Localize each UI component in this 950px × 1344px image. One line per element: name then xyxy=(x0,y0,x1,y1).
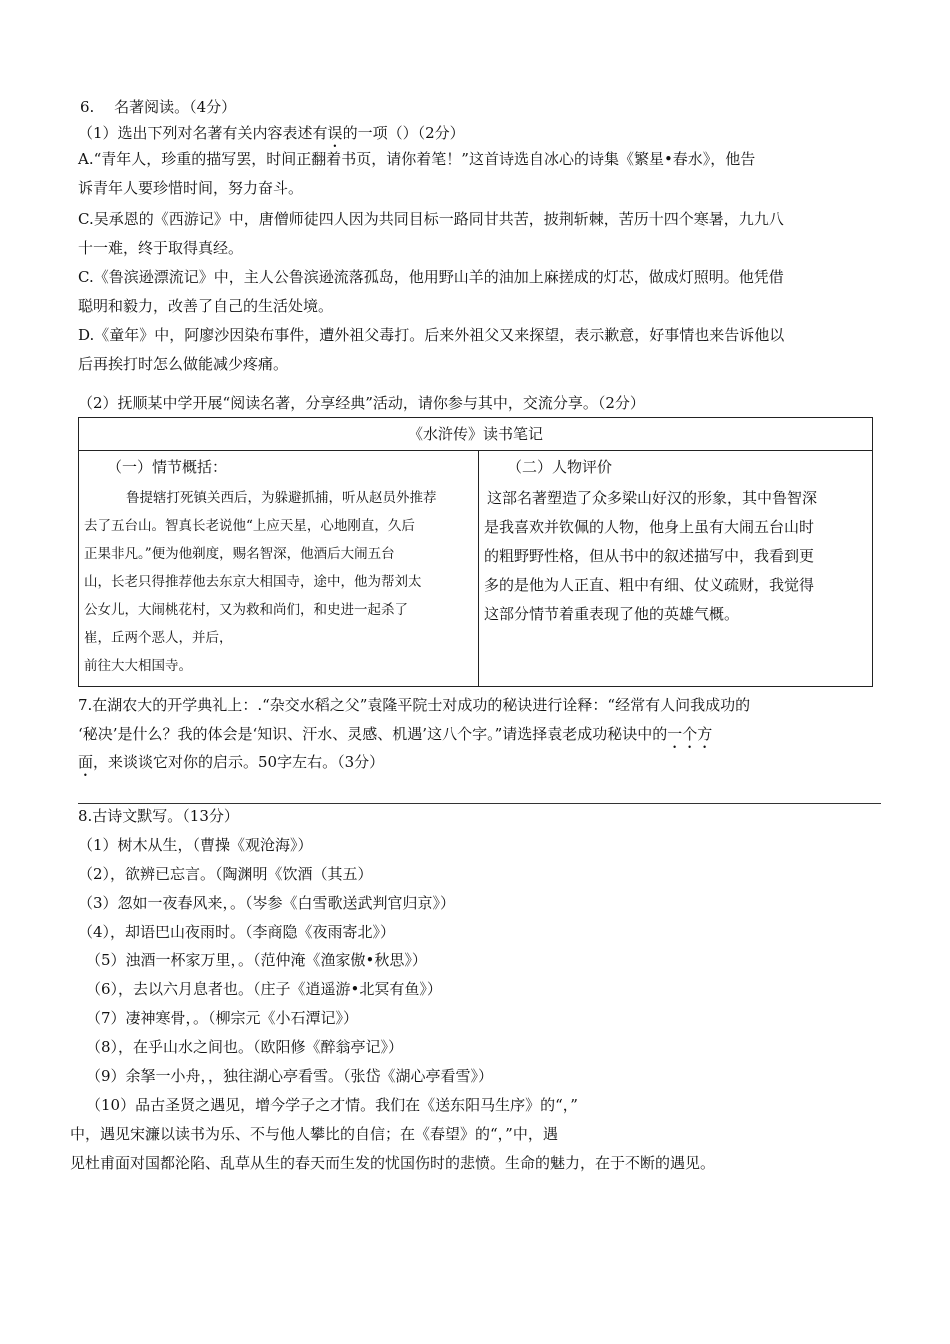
q8-item-4: （4），却语巴山夜雨时。（李商隐《夜雨寄北》） xyxy=(78,923,396,941)
q6-sub1-suffix: 的一项（）（2分） xyxy=(342,124,465,142)
q6-option-a-line1: A.“青年人，珍重的描写罢，时间正翻着书页，请你着笔！”这首诗选自冰心的诗集《繁星•春水》，他告 xyxy=(78,150,756,168)
q8-item-9: （9）余拏一小舟，，独往湖心亭看雪。（张岱《湖心亭看雪》） xyxy=(86,1067,494,1085)
plot-summary-line: 山，长老只得推荐他去东京大相国寺，途中，他为帮刘太 xyxy=(84,574,422,590)
q8-item-7: （7）凄神寒骨，。（柳宗元《小石潭记》） xyxy=(86,1009,359,1027)
q6-option-b-line1: C.吴承恩的《西游记》中，唐僧师徒四人因为共同目标一路同甘共苦，披荆斩棘，苦历十四个寒暑，九九八 xyxy=(78,210,784,228)
character-review-line: 这部名著塑造了众多梁山好汉的形象，其中鲁智深 xyxy=(487,489,818,507)
character-review-line: 是我喜欢并钦佩的人物，他身上虽有大闹五台山时 xyxy=(484,518,815,536)
q8-item-6: （6），去以六月息者也。（庄子《逍遥游•北冥有鱼》） xyxy=(86,980,442,998)
plot-summary-line: 正果非凡。”便为他剃度，赐名智深，他酒后大闹五台 xyxy=(84,546,395,562)
q6-option-c-line2: 聪明和毅力，改善了自己的生活处境。 xyxy=(78,297,334,315)
plot-summary-line: 崔，丘两个恶人，并后， xyxy=(84,630,233,646)
q6-option-c-line1: C.《鲁滨逊漂流记》中，主人公鲁滨逊流落孤岛，他用野山羊的油加上麻搓成的灯芯，做成灯照明。他凭借 xyxy=(78,268,784,286)
plot-summary-line: 公女儿，大闹桃花村，又为救和尚们，和史进一起杀了 xyxy=(84,602,408,618)
q6-heading: 6. 名著阅读。（4分） xyxy=(80,98,237,116)
reading-notes-divider xyxy=(478,450,479,687)
q6-option-d-line2: 后再挨打时怎么做能减少疼痛。 xyxy=(78,355,289,373)
q6-option-b-line2: 十一难，终于取得真经。 xyxy=(78,239,244,257)
q7-line2-emphasis: 一个方 xyxy=(667,725,713,743)
reading-notes-title: 《水浒传》读书笔记 xyxy=(79,418,872,451)
q8-item-10-cont2: 见杜甫面对国都沦陷、乱草从生的春天而生发的忧国伤时的悲愤。生命的魅力，在于不断的遇见。 xyxy=(70,1154,716,1172)
q8-item-8: （8），在乎山水之间也。（欧阳修《醉翁亭记》） xyxy=(86,1038,404,1056)
q8-item-2: （2），欲辨已忘言。（陶渊明《饮酒（其五） xyxy=(78,865,373,883)
plot-summary-line: 去了五台山。智真长老说他“上应天星，心地刚直，久后 xyxy=(84,518,415,534)
q8-item-5: （5）浊酒一杯家万里，。（范仲淹《渔家傲•秋思》） xyxy=(86,951,427,969)
q8-heading: 8.古诗文默写。（13分） xyxy=(78,807,239,825)
q7-line1: 7.在湖农大的开学典礼上：.“杂交水稻之父”袁隆平院士对成功的秘诀进行诠释：“经常有人问我成功的 xyxy=(78,696,751,714)
q8-item-3: （3）忽如一夜春风来，。（岑参《白雪歌送武判官归京》） xyxy=(78,894,456,912)
q6-option-d-line1: D.《童年》中，阿廖沙因染布事件，遭外祖父毒打。后来外祖父又来探望，表示歉意，好事情也来告诉他以 xyxy=(78,326,785,344)
plot-summary-heading: （一）情节概括： xyxy=(107,458,228,476)
q7-line3-emphasis: 面 xyxy=(78,753,94,771)
q6-sub1-prefix: （1）选出下列对名著有关内容表述有 xyxy=(78,124,328,142)
character-review-line: 这部分情节着重表现了他的英雄气概。 xyxy=(484,605,740,623)
reading-notes-table xyxy=(78,417,873,687)
q6-sub1 xyxy=(78,123,465,151)
q7-line2-text: ‘秘决’是什么？我的体会是‘知识、汗水、灵感、机遇’这八个字。”请选择袁老成功秘诀中的 xyxy=(78,725,668,743)
q6-sub2: （2）抚顺某中学开展“阅读名著，分享经典”活动，请你参与其中，交流分享。（2分） xyxy=(78,394,645,412)
q8-item-10-cont1: 中，遇见宋濂以读书为乐、不与他人攀比的自信；在《春望》的“，”中，遇 xyxy=(70,1125,558,1143)
q6-sub1-emphasis: 误 xyxy=(327,124,343,142)
character-review-heading: （二）人物评价 xyxy=(507,458,613,476)
q7-line3 xyxy=(78,752,384,780)
answer-rule xyxy=(78,803,881,804)
q8-item-1: （1）树木从生，（曹操《观沧海》） xyxy=(78,836,313,854)
character-review-line: 的粗野野性格，但从书中的叙述描写中，我看到更 xyxy=(484,547,815,565)
plot-summary-line: 前往大大相国寺。 xyxy=(84,658,192,674)
q6-option-a-line2: 诉青年人要珍惜时间，努力奋斗。 xyxy=(78,179,304,197)
plot-summary-line: 鲁提辖打死镇关西后，为躲避抓捕，听从赵员外推荐 xyxy=(126,490,437,506)
q7-line2 xyxy=(78,724,712,752)
q8-item-10: （10）品古圣贤之遇见，增今学子之才情。我们在《送东阳马生序》的“，” xyxy=(86,1096,578,1114)
q7-line3-text: ，来谈谈它对你的启示。50字左右。（3分） xyxy=(93,753,385,771)
character-review-line: 多的是他为人正直、粗中有细、仗义疏财，我觉得 xyxy=(484,576,815,594)
